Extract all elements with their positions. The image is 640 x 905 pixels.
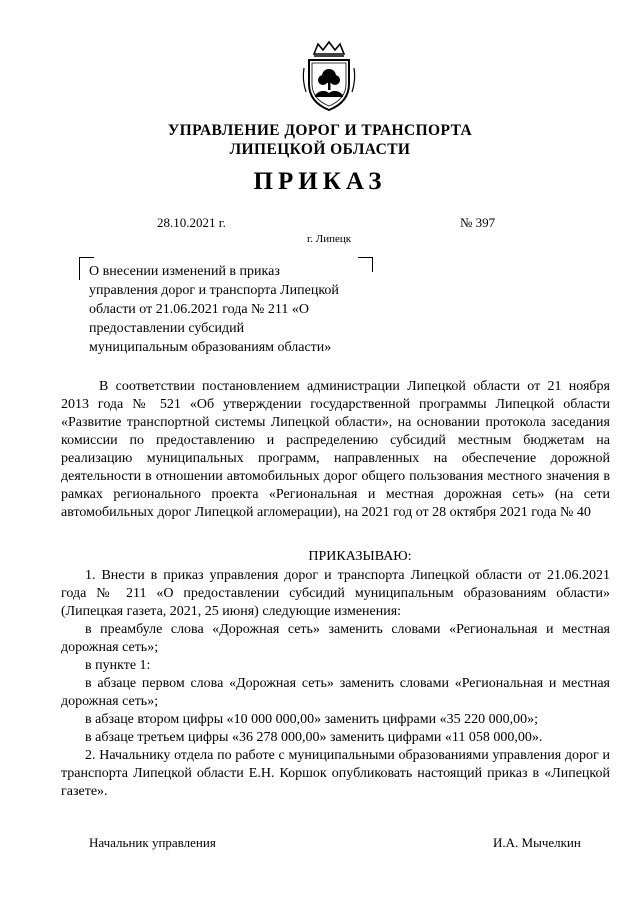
order-subitem: в абзаце первом слова «Дорожная сеть» заменить словами «Региональная и местная дорожная сеть»; bbox=[61, 676, 610, 709]
document-date: 28.10.2021 г. bbox=[157, 215, 226, 230]
subject-line: области от 21.06.2021 года № 211 «О bbox=[89, 302, 310, 317]
signatory-position: Начальник управления bbox=[89, 835, 216, 850]
order-subitem: в преамбуле слова «Дорожная сеть» заменить словами «Региональная и местная дорожная сеть»; bbox=[61, 622, 610, 655]
order-items bbox=[61, 567, 610, 801]
signatory-name: И.А. Мычелкин bbox=[493, 835, 581, 850]
preamble-paragraph: В соответствии постановлением администрации Липецкой области от 21 ноября 2013 года № 521 «Об утверждении государственной программы Липецкой области «Развитие транспортной системы Липецкой области», на основании протокола заседания комиссии по предоставлению и распределению субсидий местным бюджетам на реализацию муниципальных программ, направленных на обеспечение дорожной деятельности в отношении автомобильных дорог общего пользования местного значения в рамках регионального проекта «Региональная и местная дорожная сеть» (на сети автомобильных дорог Липецкой агломерации), на 2021 год от 28 октября 2021 года № 40 bbox=[61, 379, 610, 520]
document-type-title: ПРИКАЗ bbox=[253, 168, 387, 195]
document-city: г. Липецк bbox=[307, 233, 352, 245]
document-number: № 397 bbox=[460, 215, 496, 230]
order-heading: ПРИКАЗЫВАЮ: bbox=[308, 549, 412, 564]
order-item-1: 1. Внести в приказ управления дорог и транспорта Липецкой области от 21.06.2021 года № 211 «О предоставлении субсидий муниципальным образованиям области» (Липецкая газета, 2021, 25 июня) следующие изменения: bbox=[61, 568, 610, 619]
subject-line: управления дорог и транспорта Липецкой bbox=[89, 283, 339, 298]
order-subitem: в абзаце втором цифры «10 000 000,00» заменить цифрами «35 220 000,00»; bbox=[85, 712, 538, 727]
order-subitem: в абзаце третьем цифры «36 278 000,00» заменить цифрами «11 058 000,00». bbox=[85, 730, 543, 745]
coat-of-arms-icon bbox=[300, 40, 358, 112]
preamble-section bbox=[61, 378, 610, 522]
organization-name-line2: ЛИПЕЦКОЙ ОБЛАСТИ bbox=[229, 141, 411, 158]
subject-line: предоставлении субсидий bbox=[89, 321, 245, 336]
order-subitem: в пункте 1: bbox=[85, 658, 151, 673]
organization-name-line1: УПРАВЛЕНИЕ ДОРОГ И ТРАНСПОРТА bbox=[167, 122, 473, 139]
subject-line: муниципальным образованиям области» bbox=[89, 340, 332, 355]
order-item-2: 2. Начальнику отдела по работе с муниципальными образованиями управления дорог и транспорта Липецкой области Е.Н. Коршок опубликовать настоящий приказ в «Липецкой газете». bbox=[61, 748, 610, 799]
document-subject bbox=[89, 262, 374, 357]
subject-line: О внесении изменений в приказ bbox=[89, 264, 280, 279]
